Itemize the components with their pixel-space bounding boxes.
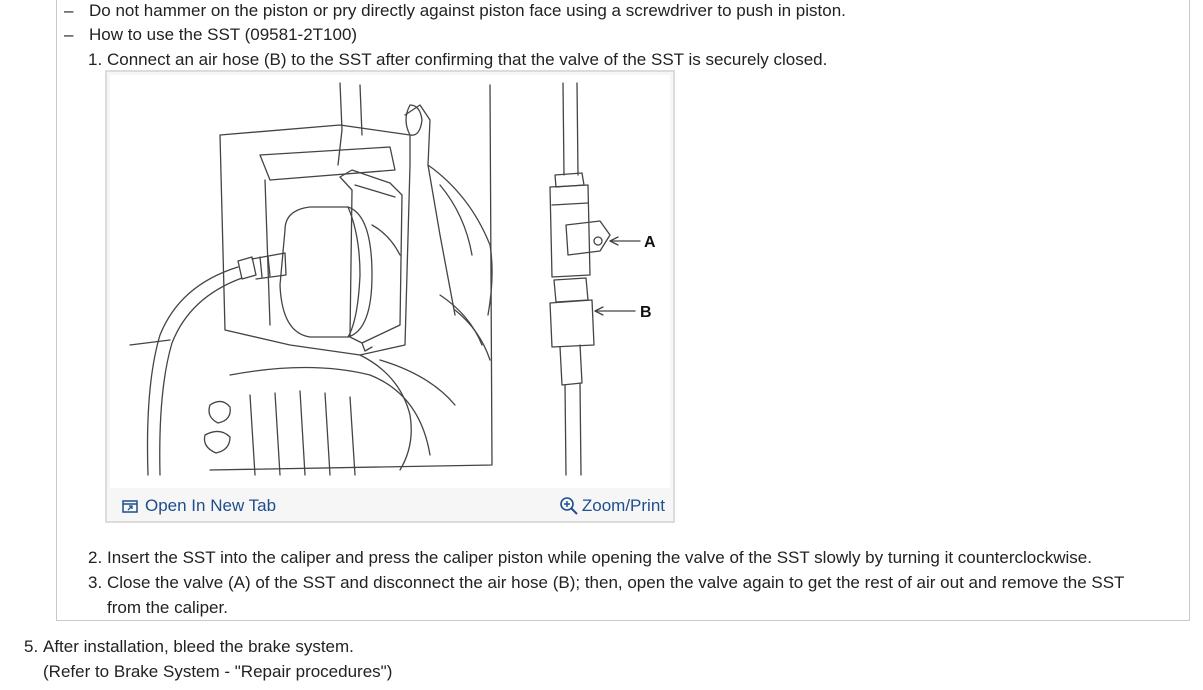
open-in-new-tab-label: Open In New Tab xyxy=(145,496,277,515)
note-bullet xyxy=(64,0,846,22)
reference-text: (Refer to Brake System - "Repair procedures") xyxy=(43,662,393,681)
sst-step-2 xyxy=(88,545,1092,570)
sst-step-3 xyxy=(88,570,1124,620)
step-text: After installation, bleed the brake system. xyxy=(43,637,354,656)
step-number: 3. xyxy=(88,573,103,592)
open-in-new-tab-link[interactable] xyxy=(122,496,276,516)
zoom-print-link[interactable] xyxy=(559,496,665,516)
main-step-5 xyxy=(24,634,392,684)
caliper-drawing xyxy=(110,75,670,488)
step-text-continued: from the caliper. xyxy=(107,598,228,617)
dash-marker: – xyxy=(64,1,74,20)
step-number: 1. xyxy=(88,50,103,69)
step-text: Close the valve (A) of the SST and disconnect the air hose (B); then, open the valve again to get the rest of air out and remove the SST xyxy=(107,573,1125,592)
zoom-print-label: Zoom/Print xyxy=(581,496,665,515)
new-tab-icon xyxy=(122,499,139,514)
figure-container xyxy=(105,70,675,523)
step-number: 2. xyxy=(88,548,103,567)
bullet-text: How to use the SST (09581-2T100) xyxy=(89,25,358,44)
dash-marker: – xyxy=(64,25,74,44)
step-text: Insert the SST into the caliper and press the caliper piston while opening the valve of the SST slowly by turning it counterclockwise. xyxy=(107,548,1092,567)
sst-step-1 xyxy=(88,47,827,72)
label-a: A xyxy=(644,234,656,251)
bullet-text: Do not hammer on the piston or pry directly against piston face using a screwdriver to push in piston. xyxy=(89,1,846,20)
step-number: 5. xyxy=(24,637,39,656)
zoom-icon xyxy=(559,496,579,516)
label-b: B xyxy=(640,304,652,321)
caliper-illustration xyxy=(110,75,670,488)
note-bullet xyxy=(64,24,357,46)
step-text: Connect an air hose (B) to the SST after confirming that the valve of the SST is securely closed. xyxy=(107,50,828,69)
